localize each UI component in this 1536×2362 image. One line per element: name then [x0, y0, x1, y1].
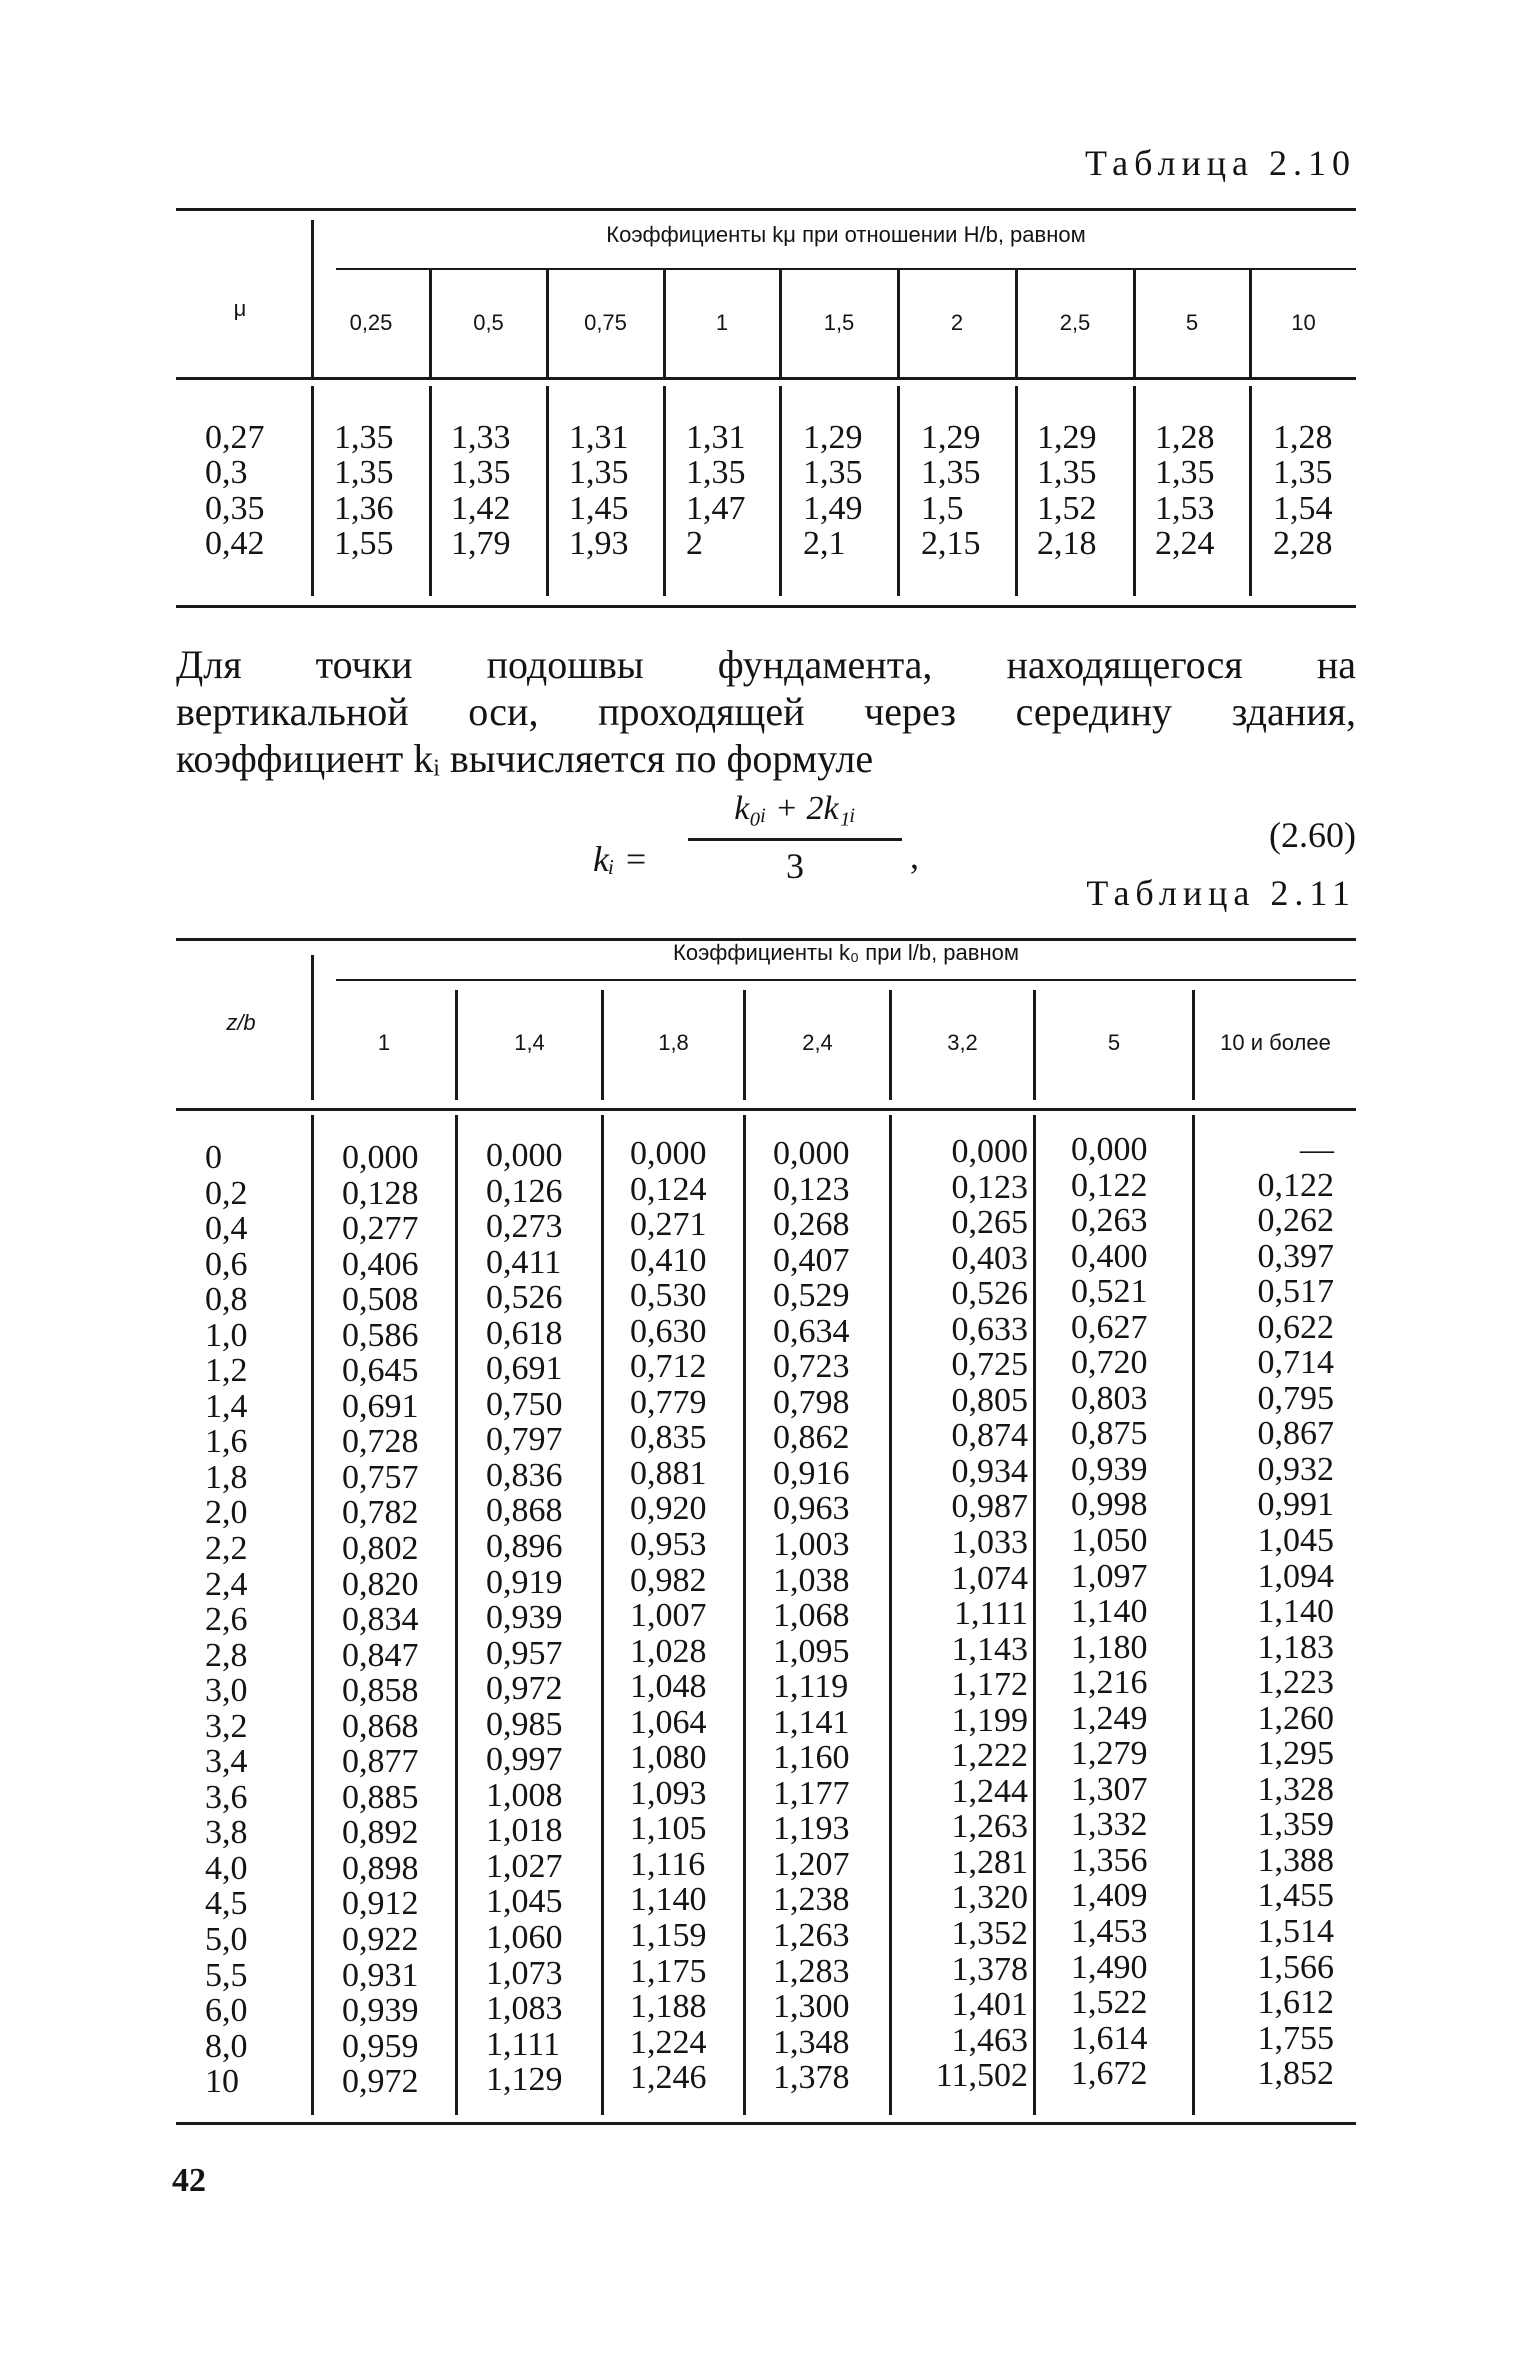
column-header: 5	[1107, 1030, 1121, 1055]
data-column: 0,000 0,123 0,265 0,403 0,526 0,633 0,725 0,805 0,874 0,934 0,987 1,033 1,074 1,111 1,143 1,172 1,199 1,222 1,244 1,263 1,281 1,320 1,352 1,378 1,401 1,463 11,502	[935, 1133, 1028, 2095]
table-2-10-header: Коэффициенты kμ при отношении H/b, равном	[606, 222, 1086, 247]
column-header: 1,4	[514, 1030, 545, 1055]
paragraph-line: коэффициент kᵢ вычисляется по формуле	[176, 736, 874, 781]
column-header: 1,8	[658, 1030, 689, 1055]
page-number: 42	[172, 2162, 206, 2199]
data-column: 1,29 1,35 1,52 2,18	[1037, 419, 1097, 562]
formula-numerator: k₀ᵢ + 2k₁ᵢ	[734, 790, 856, 827]
zb-column: 0 0,2 0,4 0,6 0,8 1,0 1,2 1,4 1,6 1,8 2,0 2,2 2,4 2,6 2,8 3,0 3,2 3,4 3,6 3,8 4,0 4,5 5,0 5,5 6,0 8,0 10	[205, 1139, 248, 2101]
column-header: 10 и более	[1220, 1030, 1331, 1055]
data-column: 1,28 1,35 1,54 2,28	[1273, 419, 1333, 562]
table-2-11-rowhead: z/b	[226, 1010, 256, 1035]
data-column: 1,29 1,35 1,5 2,15	[921, 419, 981, 562]
table-2-10-rowhead: μ	[233, 296, 247, 321]
formula-number: (2.60)	[1269, 815, 1356, 855]
fraction-bar	[688, 838, 902, 841]
column-header: 2,4	[802, 1030, 833, 1055]
data-column: 1,29 1,35 1,49 2,1	[803, 419, 863, 562]
table-2-10-caption: Таблица 2.10	[1085, 143, 1356, 183]
column-header: 5	[1185, 310, 1199, 335]
data-column: 1,35 1,35 1,36 1,55	[334, 419, 394, 562]
column-header: 1	[715, 310, 729, 335]
column-header: 0,5	[473, 310, 504, 335]
table-2-11-caption: Таблица 2.11	[1086, 873, 1356, 913]
formula-denominator: 3	[786, 846, 804, 886]
data-column: 0,000 0,124 0,271 0,410 0,530 0,630 0,712 0,779 0,835 0,881 0,920 0,953 0,982 1,007 1,028 1,048 1,064 1,080 1,093 1,105 1,116 1,140 1,159 1,175 1,188 1,224 1,246	[630, 1135, 707, 2097]
column-header: 2,5	[1059, 310, 1091, 335]
column-header: 3,2	[947, 1030, 978, 1055]
paragraph-line: Для точки подошвы фундамента, находящегося на	[176, 642, 1356, 687]
data-column: 0,000 0,123 0,268 0,407 0,529 0,634 0,723 0,798 0,862 0,916 0,963 1,003 1,038 1,068 1,095 1,119 1,141 1,160 1,177 1,193 1,207 1,238 1,263 1,283 1,300 1,348 1,378	[773, 1135, 850, 2097]
table-2-11-header: Коэффициенты k₀ при l/b, равном	[673, 940, 1019, 965]
data-column: 0,000 0,126 0,273 0,411 0,526 0,618 0,691 0,750 0,797 0,836 0,868 0,896 0,919 0,939 0,957 0,972 0,985 0,997 1,008 1,018 1,027 1,045 1,060 1,073 1,083 1,111 1,129	[486, 1137, 563, 2099]
column-header: 1	[377, 1030, 391, 1055]
paragraph-line: вертикальной оси, проходящей через середину здания,	[176, 689, 1356, 734]
column-header: 1,5	[823, 310, 855, 335]
data-column: 1,33 1,35 1,42 1,79	[451, 419, 511, 562]
data-column: 1,28 1,35 1,53 2,24	[1155, 419, 1215, 562]
data-column: 0,000 0,128 0,277 0,406 0,508 0,586 0,645 0,691 0,728 0,757 0,782 0,802 0,820 0,834 0,847 0,858 0,868 0,877 0,885 0,892 0,898 0,912 0,922 0,931 0,939 0,959 0,972	[342, 1139, 419, 2101]
data-column: 0,000 0,122 0,263 0,400 0,521 0,627 0,720 0,803 0,875 0,939 0,998 1,050 1,097 1,140 1,180 1,216 1,249 1,279 1,307 1,332 1,356 1,409 1,453 1,490 1,522 1,614 1,672	[1071, 1131, 1148, 2093]
data-column: 1,31 1,35 1,45 1,93	[569, 419, 629, 562]
formula-comma: ,	[910, 836, 919, 876]
data-column: 1,31 1,35 1,47 2	[686, 419, 746, 562]
formula-lhs: kᵢ =	[593, 839, 648, 879]
data-column: — 0,122 0,262 0,397 0,517 0,622 0,714 0,795 0,867 0,932 0,991 1,045 1,094 1,140 1,183 1,223 1,260 1,295 1,328 1,359 1,388 1,455 1,514 1,566 1,612 1,755 1,852	[1257, 1131, 1334, 2093]
column-header: 0,25	[349, 310, 393, 335]
column-header: 0,75	[584, 310, 627, 335]
column-header: 10	[1291, 310, 1316, 335]
column-header: 2	[950, 310, 964, 335]
mu-column: 0,27 0,3 0,35 0,42	[205, 419, 265, 562]
